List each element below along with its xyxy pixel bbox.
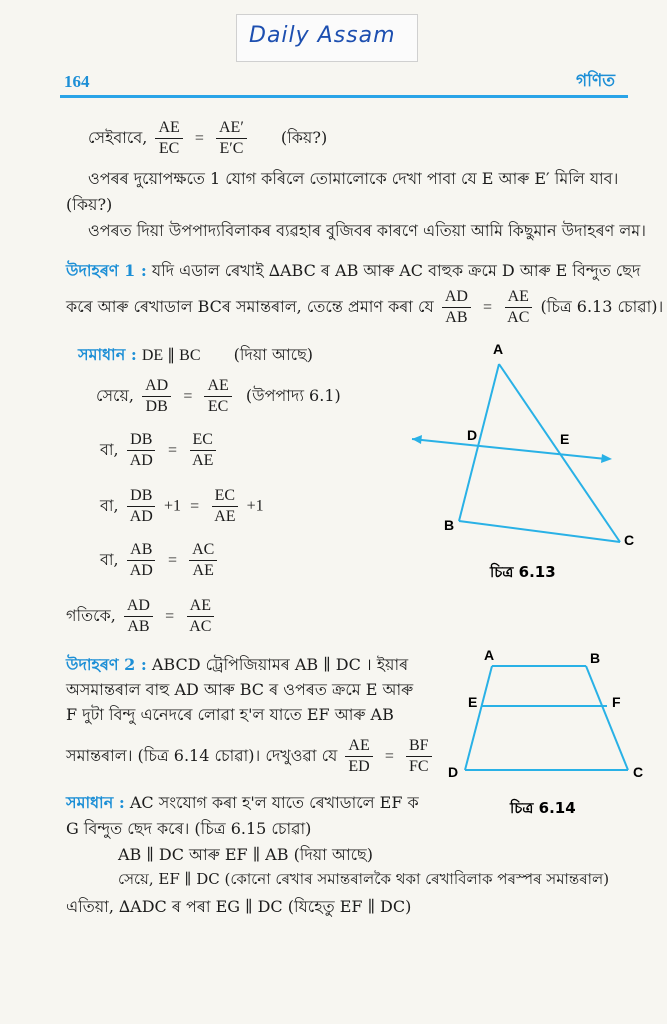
arrow-right-icon: [601, 454, 612, 463]
fraction: [442, 287, 471, 328]
fraction: [142, 376, 171, 417]
step-4: [100, 540, 220, 581]
example-2-line-3: F দুটা বিন্দু এনেদৰে লোৱা হ'ল যাতে EF আৰু AB: [66, 705, 394, 724]
vertex-f-label: F: [612, 694, 621, 710]
example-2-line-1: [66, 652, 408, 679]
vertex-b-label: B: [444, 517, 455, 533]
numerator: BF: [406, 736, 432, 757]
example-label: উদাহৰণ 1 :: [66, 261, 147, 280]
solution-text: AC সংযোগ কৰা হ'ল যাতে ৰেখাডালে EF ক: [129, 793, 419, 812]
step-prefix: বা,: [100, 440, 119, 459]
text-prefix: সেইবাবে,: [88, 128, 148, 147]
solution-label: সমাধান :: [66, 793, 125, 812]
subject-title: গণিত: [575, 71, 615, 91]
figure-caption: চিত্ৰ 6.14: [510, 799, 576, 817]
denominator: E′C: [219, 140, 244, 157]
figure-6-13: [400, 340, 640, 585]
paragraph-line: ওপৰৰ দুয়োপক্ষতে 1 যোগ কৰিলে তোমালোকে দেখা পাবা যে E আৰু E′ মিলি যাব।: [88, 169, 619, 188]
numerator: AE: [155, 118, 182, 139]
paragraph-line: (কিয়?): [66, 195, 113, 214]
numerator: AE: [505, 287, 532, 308]
equals-sign: =: [167, 441, 177, 459]
example-1-line-2: [66, 287, 663, 328]
denominator: AC: [507, 309, 530, 326]
fraction: [189, 540, 217, 581]
example-text: ABCD ট্ৰেপিজিয়ামৰ AB ∥ DC । ইয়াৰ: [151, 655, 409, 674]
numerator: AE′: [216, 118, 247, 139]
vertex-b-label: B: [590, 650, 601, 666]
example-2-line-4: [66, 736, 435, 777]
vertex-c-label: C: [633, 764, 644, 780]
daily-assam-stamp: [236, 14, 418, 62]
denominator: FC: [408, 758, 429, 775]
vertex-d-label: D: [448, 764, 459, 780]
equals-sign: =: [183, 387, 193, 405]
fraction: [127, 540, 156, 581]
denominator: AD: [129, 562, 153, 579]
step-5: [66, 596, 217, 637]
paragraph-line: ওপৰত দিয়া উপপাদ্যবিলাকৰ ব্যৱহাৰ বুজিবৰ কাৰণে এতিয়া আমি কিছুমান উদাহৰণ লম।: [88, 221, 646, 240]
denominator: ED: [348, 758, 370, 775]
step-note: (উপপাদ্য 6.1): [245, 386, 341, 405]
step-2: [100, 430, 219, 471]
numerator: AC: [189, 540, 217, 561]
denominator: AC: [189, 618, 212, 635]
vertex-d-label: D: [467, 427, 478, 443]
numerator: DB: [127, 486, 155, 507]
equals-sign: =: [167, 551, 177, 569]
side-ab: [459, 364, 499, 521]
solution-2-line-1: [66, 790, 419, 817]
solution-2-line-5: এতিয়া, ∆ADC ৰ পৰা EG ∥ DC (যিহেতু EF ∥ DC): [66, 897, 412, 916]
equals-sign: =: [190, 497, 200, 515]
solution-label: সমাধান :: [78, 345, 137, 364]
denominator: AD: [129, 452, 153, 469]
denominator: EC: [207, 398, 229, 415]
side-bc: [586, 666, 628, 770]
header-rule: [60, 95, 628, 98]
given-statement: DE ∥ BC: [141, 347, 201, 364]
plus-one: +1: [246, 497, 264, 515]
solution-2-line-2: G বিন্দুত ছেদ কৰে। (চিত্ৰ 6.15 চোৱা): [66, 819, 312, 838]
numerator: AB: [127, 540, 155, 561]
numerator: EC: [212, 486, 238, 507]
step-prefix: গতিকে,: [66, 606, 116, 625]
denominator: AE: [192, 562, 214, 579]
solution-2-line-3: AB ∥ DC আৰু EF ∥ AB (দিয়া আছে): [118, 845, 373, 864]
arrow-left-icon: [412, 435, 422, 444]
example-1-line-1: [66, 258, 640, 285]
vertex-a-label: A: [484, 647, 495, 663]
figure-6-14: [440, 645, 655, 825]
denominator: DB: [145, 398, 168, 415]
question-note: (কিয়?): [280, 128, 328, 147]
fraction: [186, 596, 214, 637]
equals-sign: =: [483, 298, 493, 316]
side-ad: [465, 666, 492, 770]
fraction: [345, 736, 372, 777]
fraction: [211, 486, 238, 527]
plus-one: +1: [163, 497, 181, 515]
equals-sign: =: [384, 747, 394, 765]
figure-caption: চিত্ৰ 6.13: [490, 563, 556, 581]
numerator: AD: [442, 287, 471, 308]
numerator: DB: [127, 430, 155, 451]
equals-sign: =: [194, 129, 204, 147]
step-prefix: বা,: [100, 496, 119, 515]
vertex-e-label: E: [560, 431, 570, 447]
numerator: EC: [190, 430, 216, 451]
fraction: [127, 430, 156, 471]
stamp-text: Daily Assam: [249, 23, 396, 48]
solution-1-given: [78, 342, 313, 369]
denominator: AE: [192, 452, 214, 469]
example-label: উদাহৰণ 2 :: [66, 655, 147, 674]
step-prefix: বা,: [100, 550, 119, 569]
example-2-line-2: অসমান্তৰাল বাহু AD আৰু BC ৰ ওপৰত ক্ৰমে E আৰু: [66, 680, 414, 699]
numerator: AE: [187, 596, 214, 617]
fraction: [504, 287, 532, 328]
fraction: [216, 118, 247, 159]
denominator: AD: [129, 508, 153, 525]
figure-reference: (চিত্ৰ 6.13 চোৱা)।: [540, 297, 664, 316]
denominator: AB: [445, 309, 468, 326]
numerator: AD: [142, 376, 171, 397]
example-text: কৰে আৰু ৰেখাডাল BCৰ সমান্তৰাল, তেন্তে প্ৰমাণ কৰা যে: [66, 297, 434, 316]
vertex-e-label: E: [468, 694, 478, 710]
equals-sign: =: [165, 607, 175, 625]
line-de: [412, 439, 606, 459]
example-text: সমান্তৰাল। (চিত্ৰ 6.14 চোৱা)। দেখুওৱা যে: [66, 746, 338, 765]
fraction: [406, 736, 432, 777]
numerator: AE: [204, 376, 231, 397]
solution-2-line-4: সেয়ে, EF ∥ DC (কোনো ৰেখাৰ সমান্তৰালকৈ থকা ৰেখাবিলাক পৰস্পৰ সমান্তৰাল): [118, 870, 610, 888]
side-ac: [499, 364, 620, 542]
numerator: AD: [124, 596, 153, 617]
step-1: [96, 376, 341, 417]
numerator: AE: [345, 736, 372, 757]
fraction: [155, 118, 182, 159]
vertex-a-label: A: [493, 341, 504, 357]
step-prefix: সেয়ে,: [96, 386, 135, 405]
fraction: [127, 486, 156, 527]
step-3: [100, 486, 264, 527]
denominator: AB: [127, 618, 150, 635]
example-text: যদি এডাল ৰেখাই ∆ABC ৰ AB আৰু AC বাহুক ক্ৰমে D আৰু E বিন্দুত ছেদ: [151, 261, 641, 280]
denominator: AE: [214, 508, 236, 525]
fraction: [204, 376, 231, 417]
denominator: EC: [158, 140, 180, 157]
vertex-c-label: C: [624, 532, 635, 548]
given-note: (দিয়া আছে): [233, 345, 314, 364]
fraction: [124, 596, 153, 637]
side-bc: [459, 521, 620, 542]
fraction: [189, 430, 216, 471]
page-number: 164: [64, 72, 90, 91]
ratio-line: [88, 118, 327, 159]
